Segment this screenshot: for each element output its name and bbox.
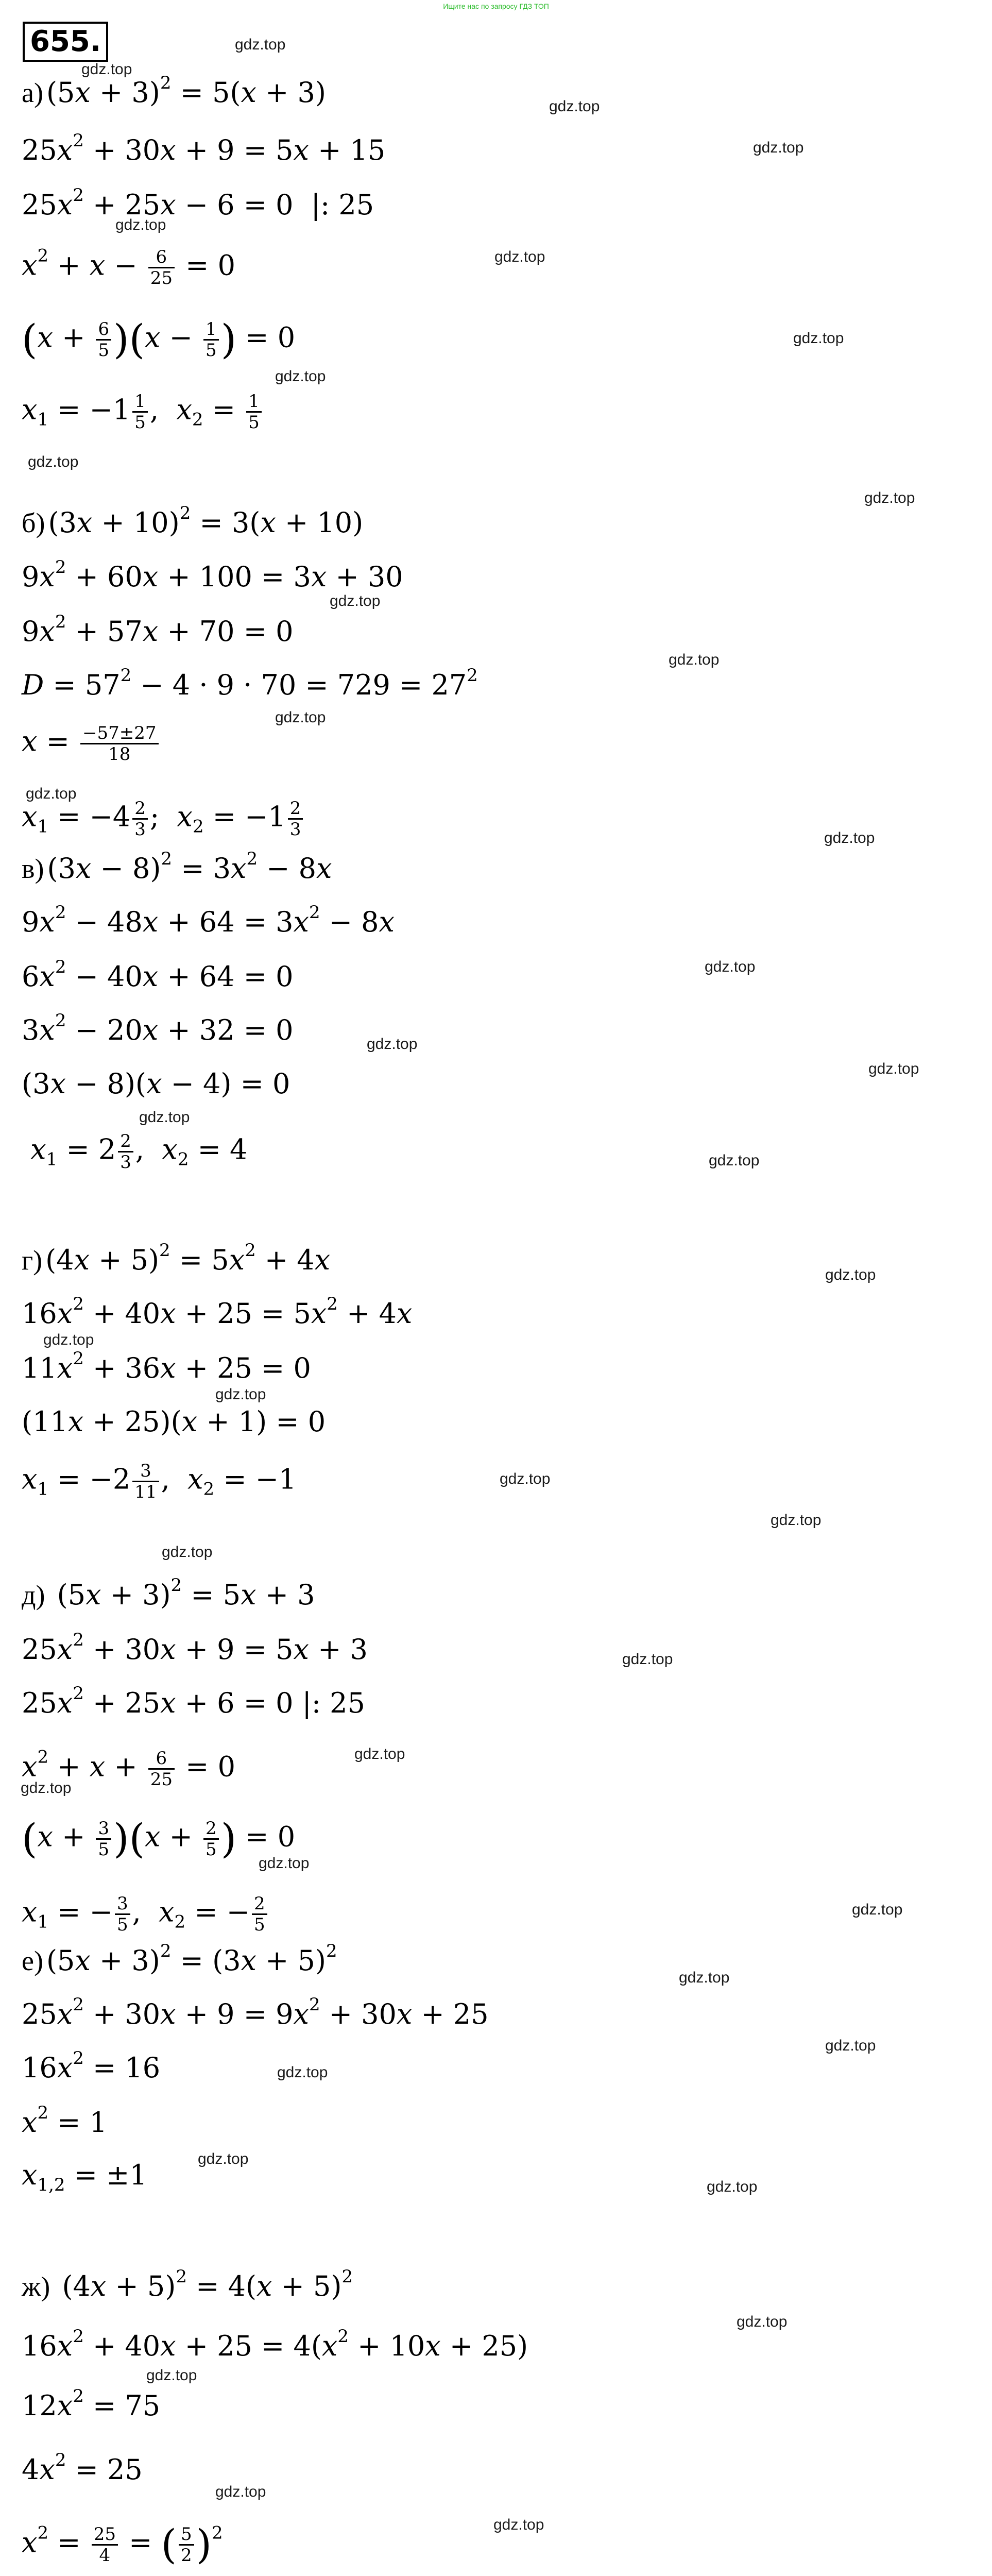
part-a-line-3: $25x^2 + 25x - 6 = 0$ |: 25 bbox=[22, 185, 374, 221]
part-d-line-3: $25x^2 + 25x + 6 = 0$ |: 25 bbox=[22, 1683, 365, 1719]
part-v-line-1: в) $(3x - 8)^2 = 3x^2 - 8x$ bbox=[22, 849, 332, 885]
part-v-line-3: $6x^2 - 40x + 64 = 0$ bbox=[22, 957, 294, 993]
part-v-line-2: $9x^2 - 48x + 64 = 3x^2 - 8x$ bbox=[22, 902, 395, 938]
part-v-line-5: (3x − 8)(x − 4) = 0 bbox=[22, 1067, 290, 1100]
part-g-line-3: $11x^2 + 36x + 25 = 0$ bbox=[22, 1348, 311, 1384]
watermark: gdz.top bbox=[622, 1651, 673, 1668]
watermark: gdz.top bbox=[669, 651, 720, 668]
watermark: gdz.top bbox=[825, 2037, 876, 2054]
watermark: gdz.top bbox=[115, 216, 166, 233]
part-zh-line-5: $x^2$ = $\frac{25}{4}$ = ( $\frac{5}{2}$ )$^2$ bbox=[22, 2521, 223, 2568]
part-zh-line-1: ж) $(4x + 5)^2 = 4(x + 5)^2$ bbox=[22, 2266, 353, 2302]
part-a-label: а) bbox=[22, 77, 43, 108]
part-g-label: г) bbox=[22, 1245, 43, 1276]
watermark: gdz.top bbox=[330, 592, 381, 609]
part-b-line-1: б) $(3x + 10)^2 = 3(x + 10)$ bbox=[22, 503, 364, 539]
watermark: gdz.top bbox=[793, 330, 844, 347]
watermark: gdz.top bbox=[825, 1266, 876, 1283]
watermark: gdz.top bbox=[43, 1331, 94, 1348]
part-g-line-5: $x_1 = -2$ $\frac{3}{11}$ , $x_2 = -1$ bbox=[22, 1461, 297, 1502]
watermark: gdz.top bbox=[259, 1855, 310, 1872]
watermark: gdz.top bbox=[275, 709, 326, 726]
part-e-line-1: е) $(5x + 3)^2 = (3x + 5)^2$ bbox=[22, 1941, 337, 1977]
part-d-line-5: (x + $\frac{3}{5}$ )(x + $\frac{2}{5}$ ) = 0 bbox=[22, 1816, 296, 1862]
part-d-line-4: $x^2 + x$ + $\frac{6}{25}$ = 0 bbox=[22, 1747, 235, 1790]
part-a-line-1: а) $(5x + 3)^2 = 5(x + 3)$ bbox=[22, 73, 326, 109]
part-g-line-4: (11x + 25)(x + 1) = 0 bbox=[22, 1405, 326, 1438]
watermark: gdz.top bbox=[162, 1544, 213, 1561]
part-b-label: б) bbox=[22, 507, 45, 538]
watermark: gdz.top bbox=[28, 453, 79, 470]
part-e-line-2: $25x^2 + 30x + 9 = 9x^2 + 30x + 25$ bbox=[22, 1994, 489, 2030]
part-e-label: е) bbox=[22, 1945, 43, 1976]
part-e-line-4: $x^2 = 1$ bbox=[22, 2103, 108, 2139]
part-v-line-4: $3x^2 - 20x + 32 = 0$ bbox=[22, 1010, 294, 1046]
part-zh-label: ж) bbox=[22, 2271, 50, 2302]
watermark: gdz.top bbox=[549, 98, 600, 115]
part-d-label: д) bbox=[22, 1580, 45, 1611]
watermark: gdz.top bbox=[81, 61, 132, 78]
watermark: gdz.top bbox=[493, 2516, 544, 2533]
watermark: gdz.top bbox=[679, 1969, 730, 1986]
watermark: gdz.top bbox=[367, 1036, 418, 1053]
part-d-line-2: $25x^2 + 30x + 9 = 5x + 3$ bbox=[22, 1630, 368, 1666]
watermark: gdz.top bbox=[139, 1109, 190, 1126]
watermark: gdz.top bbox=[868, 1060, 919, 1077]
watermark: gdz.top bbox=[824, 829, 875, 846]
watermark: gdz.top bbox=[146, 2367, 197, 2384]
part-a-line-4: $x^2 + x$ − $\frac{6}{25}$ = 0 bbox=[22, 245, 235, 289]
watermark: gdz.top bbox=[235, 36, 286, 53]
watermark: gdz.top bbox=[707, 2178, 758, 2195]
watermark: gdz.top bbox=[864, 489, 915, 506]
part-e-line-3: $16x^2 = 16$ bbox=[22, 2048, 161, 2084]
part-d-line-1: д) $(5x + 3)^2 = 5x + 3$ bbox=[22, 1575, 315, 1611]
watermark: gdz.top bbox=[277, 2064, 328, 2081]
part-b-line-2: $9x^2 + 60x + 100 = 3x + 30$ bbox=[22, 557, 403, 593]
part-b-line-3: $9x^2 + 57x + 70 = 0$ bbox=[22, 612, 294, 648]
part-zh-line-3: $12x^2 = 75$ bbox=[22, 2386, 161, 2422]
task-number: 655. bbox=[23, 22, 108, 62]
watermark: gdz.top bbox=[494, 248, 545, 265]
part-zh-line-4: $4x^2 = 25$ bbox=[22, 2450, 143, 2486]
watermark: gdz.top bbox=[21, 1780, 72, 1797]
watermark: gdz.top bbox=[771, 1512, 822, 1529]
watermark: gdz.top bbox=[737, 2313, 788, 2330]
watermark: gdz.top bbox=[354, 1745, 405, 1762]
part-g-line-2: $16x^2 + 40x + 25 = 5x^2 + 4x$ bbox=[22, 1294, 413, 1330]
part-e-line-5: $x_{1,2} = \pm 1$ bbox=[22, 2159, 147, 2195]
watermark: gdz.top bbox=[705, 958, 756, 975]
part-d-line-6: $x_1$ = − $\frac{3}{5}$ , $x_2$ = − $\frac{2}{5}$ bbox=[22, 1894, 269, 1935]
part-zh-line-2: $16x^2 + 40x + 25 = 4(x^2 + 10x + 25)$ bbox=[22, 2326, 528, 2362]
part-v-line-6: $x_1 = 2$ $\frac{2}{3}$ , $x_2 = 4$ bbox=[30, 1131, 248, 1173]
part-a-line-6: $x_1 = -1$ $\frac{1}{5}$ , $x_2$ = $\frac{1}{5}$ bbox=[22, 392, 264, 432]
part-g-line-1: г) $(4x + 5)^2 = 5x^2 + 4x$ bbox=[22, 1240, 331, 1276]
part-a-line-2: $25x^2 + 30x + 9 = 5x + 15$ bbox=[22, 130, 386, 166]
watermark: gdz.top bbox=[852, 1901, 903, 1918]
watermark: gdz.top bbox=[198, 2150, 249, 2167]
watermark: gdz.top bbox=[26, 785, 77, 802]
part-b-line-5: x = $\frac{-57\pm 27}{18}$ bbox=[22, 723, 161, 764]
watermark: gdz.top bbox=[753, 139, 804, 156]
watermark: gdz.top bbox=[709, 1152, 760, 1169]
part-a-line-5: (x + $\frac{6}{5}$ )(x − $\frac{1}{5}$ ) = 0 bbox=[22, 316, 296, 363]
watermark: gdz.top bbox=[275, 368, 326, 385]
part-v-label: в) bbox=[22, 853, 44, 884]
part-b-line-6: $x_1 = -4$ $\frac{2}{3}$ ; $x_2 = -1$ $\frac{2}{3}$ bbox=[22, 799, 305, 839]
watermark: gdz.top bbox=[215, 2483, 266, 2500]
top-banner: Ищите нас по запросу ГДЗ ТОП bbox=[443, 2, 549, 10]
part-b-line-4: $D = 57^2 - 4 \cdot 9 \cdot 70 = 729 = 27^2$ bbox=[22, 665, 478, 701]
watermark: gdz.top bbox=[215, 1386, 266, 1403]
watermark: gdz.top bbox=[500, 1470, 551, 1487]
